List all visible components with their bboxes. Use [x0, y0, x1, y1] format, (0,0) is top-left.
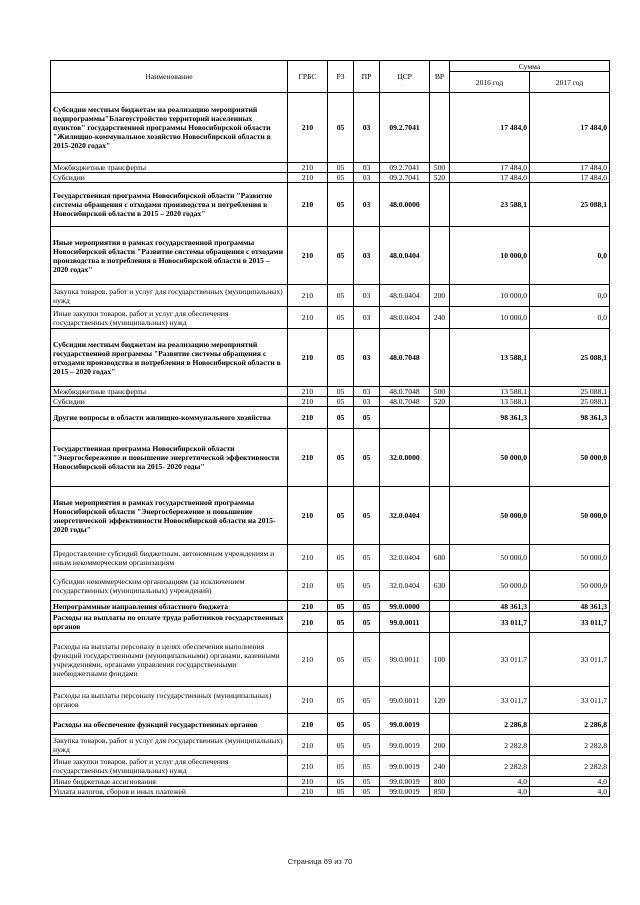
cell-pr: 05 [354, 687, 380, 714]
table-row [51, 329, 610, 387]
table-row [51, 633, 610, 687]
cell-csr: 48.0.0404 [380, 285, 430, 307]
cell-sum-2016: 50 000,0 [450, 429, 530, 487]
cell-csr: 99.0.0019 [380, 714, 430, 735]
cell-csr: 99.0.0019 [380, 787, 430, 797]
cell-pr: 03 [354, 285, 380, 307]
cell-sum-2017: 50 000,0 [530, 429, 610, 487]
cell-pr: 03 [354, 163, 380, 173]
cell-vr [430, 429, 450, 487]
cell-csr: 09.2.7041 [380, 173, 430, 183]
cell-rz: 05 [328, 787, 354, 797]
table-row [51, 407, 610, 429]
cell-rz: 05 [328, 487, 354, 545]
cell-sum-2016: 4,0 [450, 787, 530, 797]
table-body [51, 93, 610, 797]
cell-sum-2016: 17 484,0 [450, 163, 530, 173]
cell-vr [430, 93, 450, 163]
cell-csr: 09.2.7041 [380, 163, 430, 173]
cell-name: Субсидии местным бюджетам на реализацию мероприятий государственной программы "Развитие системы обращения с отходами производства и потребления в Новосибирской области в 2015 – 2020 годах" [51, 329, 288, 387]
cell-rz: 05 [328, 307, 354, 329]
cell-csr [380, 407, 430, 429]
cell-pr: 05 [354, 714, 380, 735]
cell-sum-2017: 33 011,7 [530, 687, 610, 714]
cell-vr: 600 [430, 545, 450, 571]
cell-vr: 630 [430, 571, 450, 601]
cell-pr: 03 [354, 183, 380, 227]
cell-name: Иные мероприятия в рамках государственной программы Новосибирской области "Энергосбережение и повышение энергетической эффективности Новосибирской области на 2015- 2020 годы" [51, 487, 288, 545]
table-row [51, 756, 610, 777]
cell-grbs: 210 [288, 387, 328, 397]
table-row [51, 601, 610, 612]
cell-grbs: 210 [288, 173, 328, 183]
table-row [51, 612, 610, 633]
table-row [51, 429, 610, 487]
cell-grbs: 210 [288, 183, 328, 227]
cell-rz: 05 [328, 545, 354, 571]
cell-name: Государственная программа Новосибирской области "Энергосбережение и повышение энергетической эффективности Новосибирской области на 2015- 2020 годы" [51, 429, 288, 487]
cell-name: Закупка товаров, работ и услуг для государственных (муниципальных) нужд [51, 285, 288, 307]
cell-sum-2017: 2 282,8 [530, 756, 610, 777]
cell-csr: 99.0.0019 [380, 735, 430, 756]
cell-sum-2016: 33 011,7 [450, 633, 530, 687]
cell-sum-2017: 17 484,0 [530, 93, 610, 163]
cell-vr [430, 601, 450, 612]
cell-sum-2016: 50 000,0 [450, 571, 530, 601]
cell-grbs: 210 [288, 227, 328, 285]
cell-name: Субсидии [51, 173, 288, 183]
cell-rz: 05 [328, 329, 354, 387]
cell-sum-2016: 50 000,0 [450, 545, 530, 571]
cell-grbs: 210 [288, 714, 328, 735]
cell-grbs: 210 [288, 285, 328, 307]
cell-sum-2017: 25 088,1 [530, 387, 610, 397]
cell-pr: 05 [354, 787, 380, 797]
cell-sum-2017: 50 000,0 [530, 545, 610, 571]
table-row [51, 93, 610, 163]
header-csr: ЦСР [380, 61, 430, 93]
cell-pr: 03 [354, 397, 380, 407]
cell-vr: 200 [430, 285, 450, 307]
cell-name: Иные бюджетные ассигнования [51, 777, 288, 787]
cell-grbs: 210 [288, 777, 328, 787]
cell-rz: 05 [328, 687, 354, 714]
cell-sum-2016: 13 588,1 [450, 397, 530, 407]
cell-sum-2017: 50 000,0 [530, 487, 610, 545]
cell-csr: 48.0.0404 [380, 227, 430, 285]
cell-name: Иные закупки товаров, работ и услуг для обеспечения государственных (муниципальных) нужд [51, 756, 288, 777]
cell-sum-2017: 33 011,7 [530, 612, 610, 633]
table-row [51, 735, 610, 756]
header-year-2016: 2016 год [450, 72, 530, 93]
cell-pr: 05 [354, 601, 380, 612]
cell-sum-2017: 17 484,0 [530, 173, 610, 183]
page-number: Страница 69 из 70 [287, 857, 353, 866]
cell-grbs: 210 [288, 612, 328, 633]
header-grbs: ГРБС [288, 61, 328, 93]
cell-name: Расходы на выплаты по оплате труда работников государственных органов [51, 612, 288, 633]
cell-sum-2017: 50 000,0 [530, 571, 610, 601]
cell-csr: 32.0.0404 [380, 487, 430, 545]
cell-vr: 800 [430, 777, 450, 787]
budget-table [50, 60, 610, 797]
cell-name: Уплата налогов, сборов и иных платежей [51, 787, 288, 797]
cell-sum-2016: 33 011,7 [450, 612, 530, 633]
cell-grbs: 210 [288, 687, 328, 714]
table-row [51, 487, 610, 545]
cell-sum-2016: 10 000,0 [450, 285, 530, 307]
table-row [51, 545, 610, 571]
cell-grbs: 210 [288, 93, 328, 163]
header-pr: ПР [354, 61, 380, 93]
cell-csr: 32.0.0404 [380, 545, 430, 571]
table-row [51, 571, 610, 601]
cell-rz: 05 [328, 397, 354, 407]
cell-name: Непрограммные направления областного бюджета [51, 601, 288, 612]
cell-rz: 05 [328, 285, 354, 307]
cell-csr: 99.0.0011 [380, 612, 430, 633]
cell-sum-2017: 0,0 [530, 285, 610, 307]
cell-vr [430, 487, 450, 545]
cell-vr [430, 612, 450, 633]
header-row-top [51, 61, 610, 72]
cell-name: Другие вопросы в области жилищно-коммунального хозяйства [51, 407, 288, 429]
cell-name: Расходы на обеспечение функций государственных органов [51, 714, 288, 735]
cell-rz: 05 [328, 777, 354, 787]
cell-vr [430, 329, 450, 387]
table-row [51, 387, 610, 397]
cell-vr: 120 [430, 687, 450, 714]
cell-csr: 09.2.7041 [380, 93, 430, 163]
cell-sum-2016: 13 588,1 [450, 329, 530, 387]
header-name: Наименование [51, 61, 288, 93]
cell-vr [430, 183, 450, 227]
table-row [51, 714, 610, 735]
table-row [51, 227, 610, 285]
cell-name: Расходы на выплаты персоналу государственных (муниципальных) органов [51, 687, 288, 714]
cell-sum-2017: 2 282,8 [530, 735, 610, 756]
cell-csr: 99.0.0000 [380, 601, 430, 612]
cell-pr: 03 [354, 387, 380, 397]
cell-pr: 03 [354, 93, 380, 163]
cell-rz: 05 [328, 633, 354, 687]
cell-grbs: 210 [288, 571, 328, 601]
cell-csr: 48.0.0000 [380, 183, 430, 227]
cell-rz: 05 [328, 387, 354, 397]
cell-grbs: 210 [288, 787, 328, 797]
cell-sum-2017: 17 484,0 [530, 163, 610, 173]
header-vr: ВР [430, 61, 450, 93]
cell-grbs: 210 [288, 633, 328, 687]
cell-grbs: 210 [288, 407, 328, 429]
cell-pr: 03 [354, 329, 380, 387]
cell-sum-2016: 33 011,7 [450, 687, 530, 714]
cell-csr: 32.0.0000 [380, 429, 430, 487]
cell-name: Межбюджетные трансферты [51, 387, 288, 397]
table-row [51, 173, 610, 183]
cell-sum-2017: 33 011,7 [530, 633, 610, 687]
table-row [51, 183, 610, 227]
cell-csr: 99.0.0011 [380, 633, 430, 687]
cell-vr: 240 [430, 307, 450, 329]
cell-vr: 200 [430, 735, 450, 756]
cell-csr: 48.0.7048 [380, 329, 430, 387]
cell-vr [430, 714, 450, 735]
cell-sum-2016: 17 484,0 [450, 173, 530, 183]
cell-sum-2016: 17 484,0 [450, 93, 530, 163]
cell-pr: 05 [354, 612, 380, 633]
cell-vr [430, 407, 450, 429]
cell-pr: 05 [354, 633, 380, 687]
cell-name: Субсидии местным бюджетам на реализацию мероприятий подпрограммы"Благоустройство территорий населенных пунктов" государственной программы Новосибирской области "Жилищно-коммунальное хозяйство Новосибирской области в 2015-2020 годах" [51, 93, 288, 163]
table-row [51, 687, 610, 714]
table-row [51, 397, 610, 407]
cell-sum-2017: 25 088,1 [530, 329, 610, 387]
cell-rz: 05 [328, 183, 354, 227]
cell-sum-2016: 4,0 [450, 777, 530, 787]
cell-sum-2017: 0,0 [530, 227, 610, 285]
cell-rz: 05 [328, 407, 354, 429]
table-row [51, 163, 610, 173]
cell-csr: 99.0.0019 [380, 756, 430, 777]
cell-grbs: 210 [288, 329, 328, 387]
cell-rz: 05 [328, 601, 354, 612]
cell-vr [430, 227, 450, 285]
cell-rz: 05 [328, 173, 354, 183]
cell-pr: 05 [354, 756, 380, 777]
cell-name: Субсидии [51, 397, 288, 407]
cell-csr: 99.0.0019 [380, 777, 430, 787]
cell-rz: 05 [328, 756, 354, 777]
cell-pr: 05 [354, 571, 380, 601]
cell-sum-2016: 23 588,1 [450, 183, 530, 227]
cell-vr: 850 [430, 787, 450, 797]
cell-rz: 05 [328, 571, 354, 601]
cell-sum-2016: 10 000,0 [450, 307, 530, 329]
cell-vr: 520 [430, 173, 450, 183]
cell-grbs: 210 [288, 429, 328, 487]
table-row [51, 787, 610, 797]
cell-name: Иные мероприятия в рамках государственной программы Новосибирской области "Развитие системы обращения с отходами производства в потребления в Новосибирской области в 2015 – 2020 годах" [51, 227, 288, 285]
cell-sum-2017: 2 286,8 [530, 714, 610, 735]
cell-sum-2017: 25 088,1 [530, 183, 610, 227]
cell-sum-2017: 48 361,3 [530, 601, 610, 612]
cell-rz: 05 [328, 735, 354, 756]
cell-rz: 05 [328, 429, 354, 487]
cell-vr: 520 [430, 397, 450, 407]
cell-pr: 03 [354, 307, 380, 329]
cell-csr: 48.0.7048 [380, 387, 430, 397]
cell-pr: 05 [354, 777, 380, 787]
cell-vr: 100 [430, 633, 450, 687]
cell-sum-2017: 4,0 [530, 787, 610, 797]
cell-csr: 48.0.7048 [380, 397, 430, 407]
table-row [51, 777, 610, 787]
cell-grbs: 210 [288, 545, 328, 571]
cell-csr: 48.0.0404 [380, 307, 430, 329]
header-sum: Сумма [450, 61, 610, 72]
cell-vr: 240 [430, 756, 450, 777]
table-row [51, 285, 610, 307]
cell-sum-2016: 2 282,8 [450, 756, 530, 777]
cell-name: Межбюджетные трансферты [51, 163, 288, 173]
cell-grbs: 210 [288, 397, 328, 407]
cell-sum-2016: 10 000,0 [450, 227, 530, 285]
cell-name: Субсидии некоммерческим организациям (за исключением государственных (муниципальных) учреждений) [51, 571, 288, 601]
cell-name: Иные закупки товаров, работ и услуг для обеспечения государственных (муниципальных) нужд [51, 307, 288, 329]
cell-sum-2016: 2 286,8 [450, 714, 530, 735]
cell-rz: 05 [328, 163, 354, 173]
cell-rz: 05 [328, 714, 354, 735]
cell-name: Расходы на выплаты персоналу в целях обеспечения выполнения функций государственными (муниципальными) органами, казенными учреждениями, органами управления государственными внебюджетными фондами [51, 633, 288, 687]
cell-sum-2016: 48 361,3 [450, 601, 530, 612]
cell-pr: 03 [354, 173, 380, 183]
cell-pr: 05 [354, 735, 380, 756]
cell-grbs: 210 [288, 756, 328, 777]
table-row [51, 307, 610, 329]
cell-grbs: 210 [288, 163, 328, 173]
cell-sum-2017: 25 088,1 [530, 397, 610, 407]
cell-sum-2017: 4,0 [530, 777, 610, 787]
cell-grbs: 210 [288, 601, 328, 612]
cell-rz: 05 [328, 612, 354, 633]
cell-pr: 05 [354, 407, 380, 429]
cell-sum-2017: 98 361,3 [530, 407, 610, 429]
cell-vr: 500 [430, 163, 450, 173]
cell-sum-2016: 2 282,8 [450, 735, 530, 756]
cell-sum-2017: 0,0 [530, 307, 610, 329]
cell-grbs: 210 [288, 735, 328, 756]
cell-name: Закупка товаров, работ и услуг для государственных (муниципальных) нужд [51, 735, 288, 756]
cell-name: Предоставление субсидий бюджетным, автономным учреждениям и иным некоммерческим организациям [51, 545, 288, 571]
cell-sum-2016: 13 588,1 [450, 387, 530, 397]
cell-pr: 05 [354, 545, 380, 571]
header-year-2017: 2017 год [530, 72, 610, 93]
cell-name: Государственная программа Новосибирской области "Развитие системы обращения с отходами производства и потребления в Новосибирской области в 2015 – 2020 годах" [51, 183, 288, 227]
cell-grbs: 210 [288, 307, 328, 329]
cell-rz: 05 [328, 227, 354, 285]
cell-sum-2016: 98 361,3 [450, 407, 530, 429]
cell-rz: 05 [328, 93, 354, 163]
cell-grbs: 210 [288, 487, 328, 545]
cell-pr: 03 [354, 227, 380, 285]
cell-pr: 05 [354, 429, 380, 487]
header-rz: РЗ [328, 61, 354, 93]
cell-pr: 05 [354, 487, 380, 545]
cell-vr: 500 [430, 387, 450, 397]
cell-csr: 99.0.0011 [380, 687, 430, 714]
cell-sum-2016: 50 000,0 [450, 487, 530, 545]
cell-csr: 32.0.0404 [380, 571, 430, 601]
